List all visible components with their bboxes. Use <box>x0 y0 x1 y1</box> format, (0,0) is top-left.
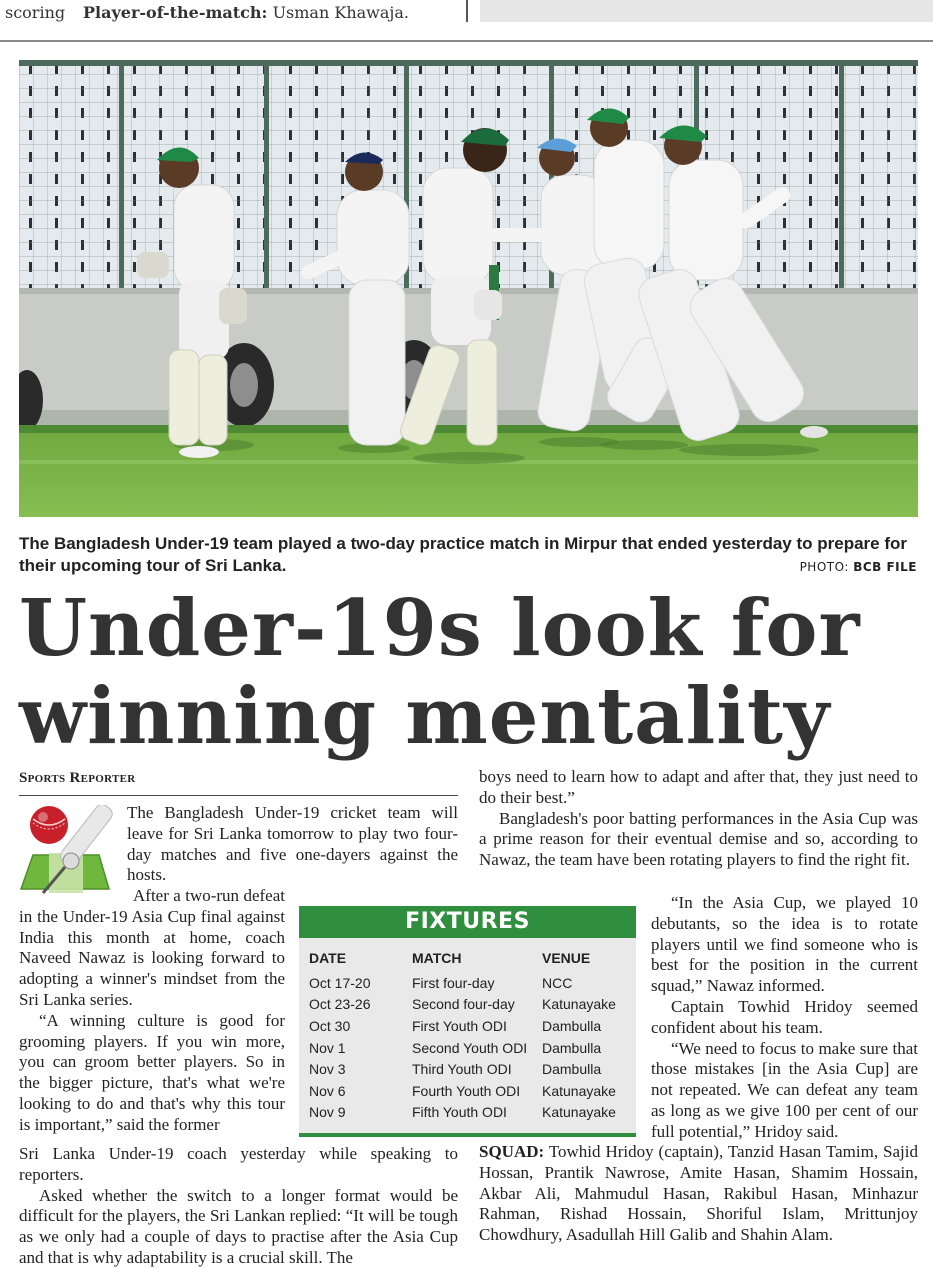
headline <box>19 585 919 761</box>
paragraph-2: After a two-run defeat in the Under-19 Asia Cup final against India this month at home, coach Naveed Nawaz is looking forward to adopting a winner's mindset from the Sri Lanka series. <box>19 886 285 1009</box>
fixtures-box <box>299 906 636 1137</box>
table-row <box>309 1058 632 1080</box>
fixture-date: Nov 1 <box>309 1039 346 1056</box>
fixture-match: Fifth Youth ODI <box>412 1104 507 1121</box>
paragraph-r2: Bangladesh's poor batting performances in the Asia Cup was a prime reason for their eventual demise and so, according to Nawaz, the team have been rotating players to find the right fit. <box>479 808 918 870</box>
photo-credit <box>800 560 917 574</box>
fixture-venue: Dambulla <box>542 1039 602 1056</box>
paragraph-r1: boys need to learn how to adapt and after that, they just need to do their best.” <box>479 767 918 807</box>
paragraph-r4: Captain Towhid Hridoy seemed confident about his team. <box>651 996 918 1037</box>
fixtures-header-row <box>309 950 632 972</box>
fixtures-table <box>309 950 632 1123</box>
photo-caption: The Bangladesh Under-19 team played a two-day practice match in Mirpur that ended yesterday to prepare for their upcoming tour of Sri Lanka. <box>19 534 908 575</box>
squad-list <box>479 1142 918 1246</box>
fixture-match: Fourth Youth ODI <box>412 1082 521 1099</box>
cricket-ball-bat-icon <box>19 805 115 897</box>
news-photo <box>19 60 918 517</box>
squad-paragraph <box>479 1142 918 1246</box>
header-venue: VENUE <box>542 950 591 966</box>
fixture-match: Second four-day <box>412 996 515 1013</box>
table-row <box>309 1037 632 1059</box>
intro-paragraph: The Bangladesh Under-19 cricket team will leave for Sri Lanka tomorrow to play two four-day matches and five one-dayers against the hosts. <box>127 803 458 885</box>
header-date: DATE <box>309 950 347 966</box>
table-row <box>309 994 632 1016</box>
headline-line-1: Under-19s look for <box>19 583 861 674</box>
fixture-venue: Katunayake <box>542 1082 616 1099</box>
fixture-date: Oct 23-26 <box>309 996 371 1013</box>
fixture-date: Nov 3 <box>309 1061 346 1078</box>
paragraph-3-continued: Sri Lanka Under-19 coach yesterday while speaking to reporters. <box>19 1144 458 1184</box>
credit-source: BCB FILE <box>853 560 917 574</box>
paragraph-r3: “In the Asia Cup, we played 10 debutants, so the idea is to rotate players until we find someone who is best for the position in the current squad,” Nawaz informed. <box>651 893 918 996</box>
fixture-match: Third Youth ODI <box>412 1061 512 1078</box>
table-row <box>309 1080 632 1102</box>
fixture-venue: Dambulla <box>542 1017 602 1034</box>
fixtures-title: FIXTURES <box>299 906 636 938</box>
right-column-middle <box>651 893 918 1143</box>
table-row <box>309 1015 632 1037</box>
fixture-match: First Youth ODI <box>412 1017 507 1034</box>
paragraph-r5: “We need to focus to make sure that those mistakes [in the Asia Cup] are not repeated. We can defeat any team as long as we give 100 per cent of our full potential,” Hridoy said. <box>651 1038 918 1141</box>
squad-names: Towhid Hridoy (captain), Tanzid Hasan Tamim, Sajid Hossan, Prantik Nawrose, Amite Hasan, Shamim Hossain, Akbar Ali, Mahmudul Hasan, Rakibul Hasan, Minhazur Rahman, Rishad Hossain, Shoriful Islam, Mrittunjoy Chowdhury, Asadullah Hill Galib and Shahin Alam. <box>479 1142 918 1245</box>
potm-label: Player-of-the-match: <box>83 3 268 22</box>
fixture-date: Nov 6 <box>309 1082 346 1099</box>
fixture-match: First four-day <box>412 974 495 991</box>
top-strip <box>0 0 933 42</box>
fixture-match: Second Youth ODI <box>412 1039 528 1056</box>
scoring-text: scoring <box>5 3 66 22</box>
column-divider <box>466 0 468 22</box>
fixture-venue: Katunayake <box>542 996 616 1013</box>
fixture-date: Oct 17-20 <box>309 974 371 991</box>
right-column-top <box>479 767 918 871</box>
left-column-wrap <box>19 886 285 1136</box>
byline-rule <box>19 795 458 796</box>
credit-label: PHOTO: <box>799 560 849 574</box>
table-row <box>309 972 632 994</box>
headline-line-2: winning mentality <box>19 671 831 762</box>
paragraph-3: “A winning culture is good for grooming players. If you win more, you can groom better players. So in the bigger picture, that's what we're looking to do and that's why this tour is important,” said the former <box>19 1010 285 1134</box>
potm-value: Usman Khawaja. <box>272 3 409 22</box>
table-row <box>309 1102 632 1124</box>
header-match: MATCH <box>412 950 462 966</box>
paragraph-4: Asked whether the switch to a longer format would be difficult for the players, the Sri Lankan replied: “It will be tough as we only had a couple of days to practise after the Asia Cup and that is why adaptability is a crucial skill. The <box>19 1185 458 1267</box>
article-intro <box>127 803 458 886</box>
fixture-venue: Dambulla <box>542 1061 602 1078</box>
byline: Sports Reporter <box>19 770 136 786</box>
section-rule <box>0 40 933 42</box>
fixture-date: Oct 30 <box>309 1017 351 1034</box>
fixture-venue: Katunayake <box>542 1104 616 1121</box>
left-column-bottom <box>19 1144 458 1269</box>
fixture-venue: NCC <box>542 974 573 991</box>
squad-label: SQUAD: <box>479 1142 545 1161</box>
fixture-date: Nov 9 <box>309 1104 346 1121</box>
player-of-the-match <box>83 3 409 22</box>
adjacent-story-box <box>480 0 933 22</box>
